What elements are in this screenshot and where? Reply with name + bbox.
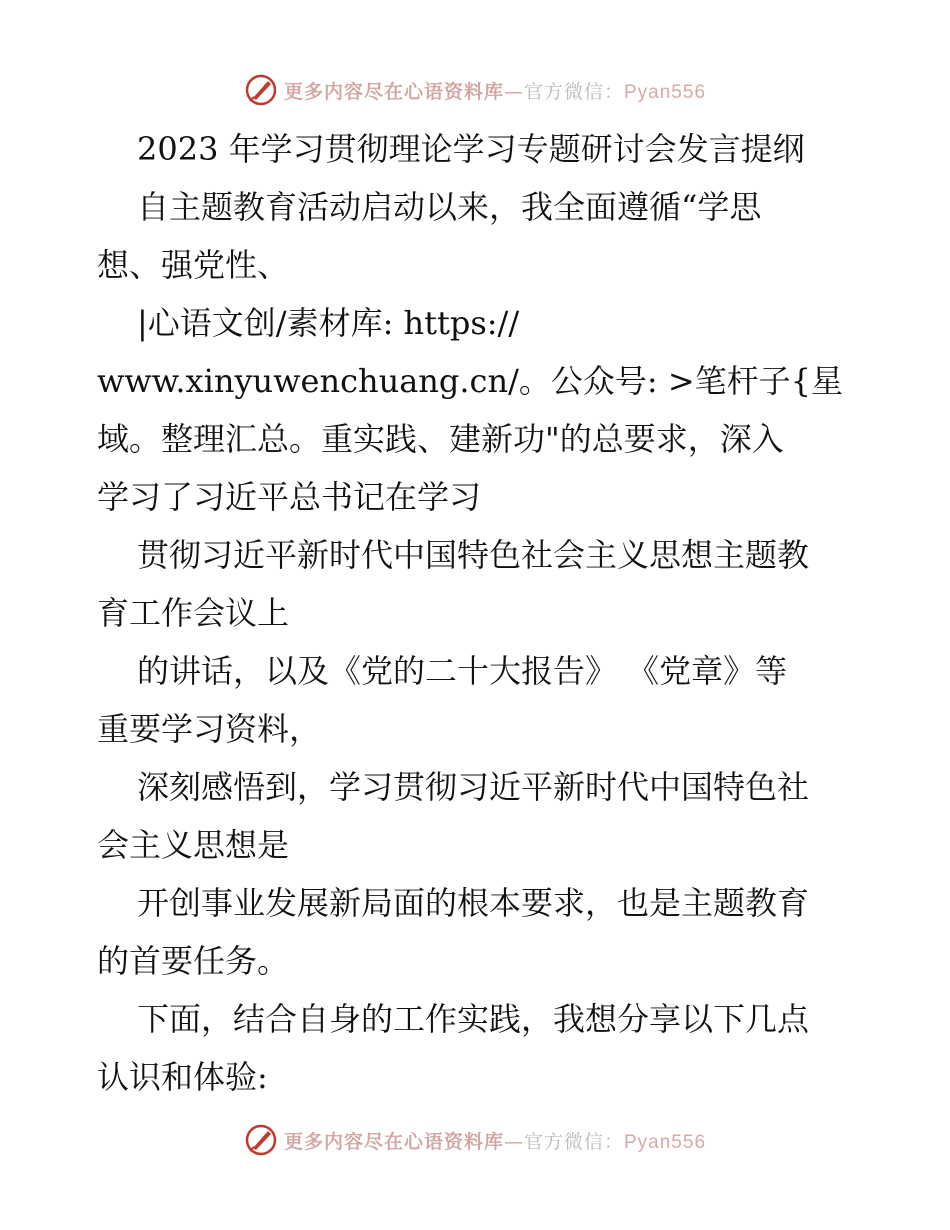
- doc-line: 深刻感悟到，学习贯彻习近平新时代中国特色社: [137, 768, 810, 806]
- footer-banner-id: Pyan556: [624, 1131, 707, 1153]
- header-banner-dash: —: [503, 80, 524, 103]
- doc-line: |心语文创/素材库: https://: [137, 304, 520, 342]
- doc-line: 认识和体验:: [97, 1058, 268, 1096]
- doc-line: 会主义思想是: [97, 826, 290, 864]
- doc-line: 的讲话，以及《党的二十大报告》 《党章》等: [137, 652, 788, 690]
- doc-title: 2023 年学习贯彻理论学习专题研讨会发言提纲: [137, 130, 805, 168]
- quill-logo-icon: [244, 1123, 278, 1157]
- doc-line: 学习了习近平总书记在学习: [97, 478, 482, 516]
- header-banner-id: Pyan556: [624, 81, 707, 103]
- header-banner-main: 更多内容尽在心语资料库: [283, 80, 504, 103]
- doc-line: 贯彻习近平新时代中国特色社会主义思想主题教: [137, 536, 810, 574]
- doc-line: 想、强党性、: [97, 246, 290, 284]
- footer-banner-dash: —: [503, 1130, 524, 1153]
- doc-line: 重要学习资料，: [97, 710, 322, 748]
- doc-line: www.xinyuwenchuang.cn/。公众号: >笔杆子{星: [97, 362, 843, 400]
- footer-banner-main: 更多内容尽在心语资料库: [283, 1130, 504, 1153]
- doc-line: 开创事业发展新局面的根本要求，也是主题教育: [137, 884, 810, 922]
- footer-banner-wechat: 官方微信：: [523, 1130, 624, 1153]
- doc-line: 自主题教育活动启动以来，我全面遵循“学思: [137, 188, 762, 226]
- footer-banner-text: [284, 1127, 706, 1154]
- header-banner-wechat: 官方微信：: [523, 80, 624, 103]
- doc-line: 育工作会议上: [97, 594, 290, 632]
- document-body: [97, 120, 857, 1106]
- header-banner-text: [284, 77, 706, 104]
- footer-banner: [0, 1120, 950, 1160]
- doc-line: 下面，结合自身的工作实践，我想分享以下几点: [137, 1000, 810, 1038]
- doc-line: 的首要任务。: [97, 942, 290, 980]
- header-banner: [0, 70, 950, 110]
- doc-line: 域。整理汇总。重实践、建新功"的总要求，深入: [97, 420, 784, 458]
- quill-logo-icon: [244, 73, 278, 107]
